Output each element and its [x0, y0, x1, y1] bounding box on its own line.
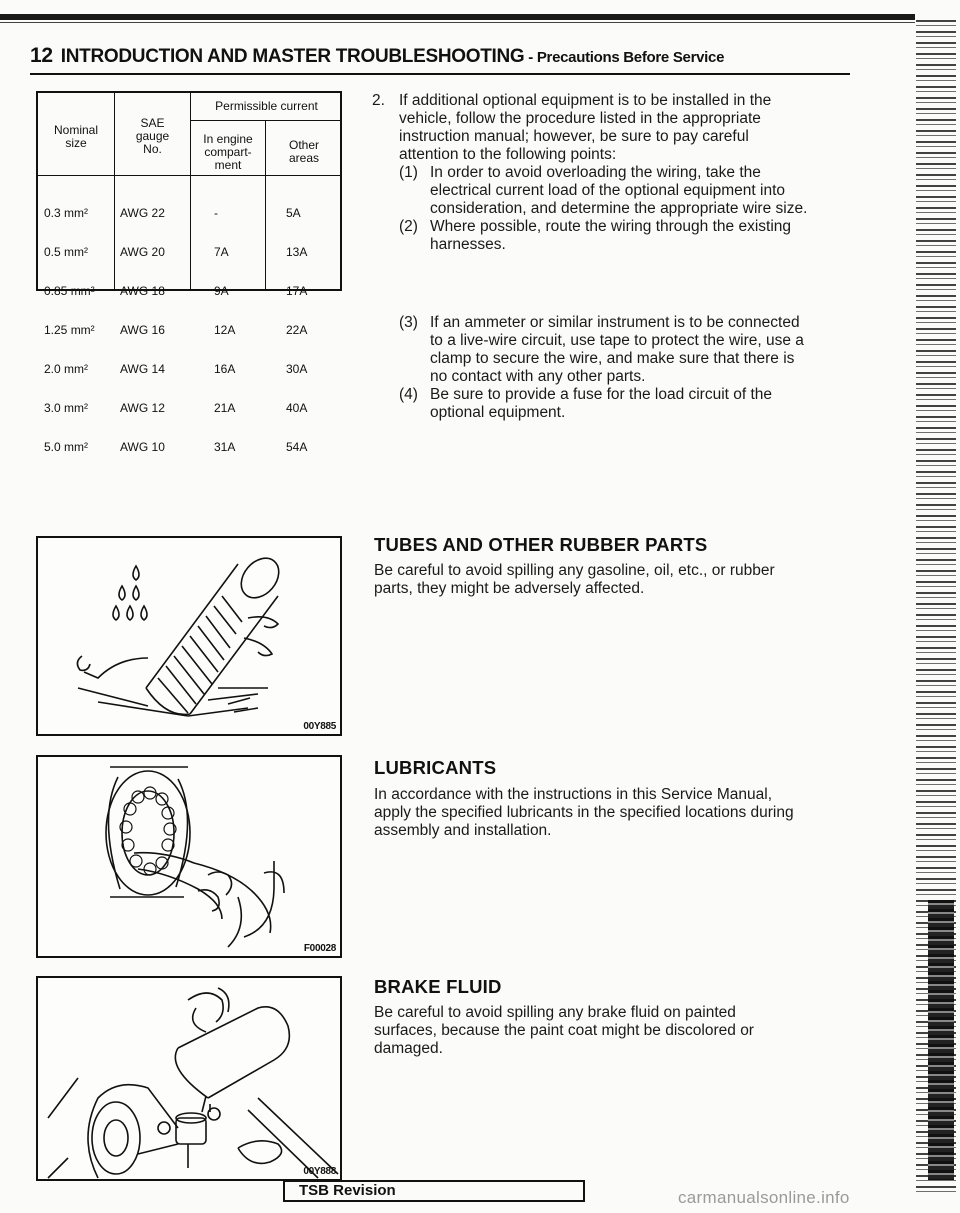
text-line: no contact with any other parts. — [430, 368, 646, 385]
column-awg — [120, 181, 165, 480]
item-number: (2) — [399, 218, 418, 235]
item-number: (1) — [399, 164, 418, 181]
figure-code: 00Y885 — [303, 721, 336, 732]
text-line: Be sure to provide a fuse for the load circuit of the — [430, 386, 773, 403]
table-cell: 22A — [286, 323, 308, 337]
table-divider — [38, 175, 340, 176]
top-bar — [0, 14, 915, 20]
table-cell: 5A — [286, 206, 301, 220]
watermark: carmanualsonline.info — [678, 1188, 850, 1207]
table-cell: 7A — [214, 245, 229, 259]
table-cell: 0.3 mm² — [44, 206, 89, 220]
figure-code: F00028 — [303, 943, 336, 954]
table-cell: AWG 14 — [120, 362, 165, 376]
text-line: attention to the following points: — [399, 146, 617, 163]
tubes-body: Be careful to avoid spilling any gasoline, oil, etc., or rubber parts, they might be adversely affected. — [374, 562, 775, 598]
table-cell: 17A — [286, 284, 308, 298]
brake-fluid-figure — [36, 976, 342, 1181]
item-number: (3) — [399, 314, 418, 331]
text-line: Where possible, route the wiring through the existing — [430, 218, 792, 235]
tubes-heading: TUBES AND OTHER RUBBER PARTS — [374, 534, 708, 555]
header-sae-gauge: SAE gauge No. — [135, 116, 170, 156]
tsb-revision-box: TSB Revision — [283, 1180, 585, 1202]
table-cell: 2.0 mm² — [44, 362, 89, 376]
table-cell: AWG 12 — [120, 401, 165, 415]
text-line: If an ammeter or similar instrument is to be connected — [430, 314, 800, 331]
brake-fluid-heading: BRAKE FLUID — [374, 976, 502, 997]
text-line: to a live-wire circuit, use tape to protect the wire, use a — [430, 332, 804, 349]
table-cell: 9A — [214, 284, 229, 298]
page-title: INTRODUCTION AND MASTER TROUBLESHOOTING — [60, 46, 525, 67]
table-cell: 1.25 mm² — [44, 323, 95, 337]
table-cell: AWG 10 — [120, 440, 165, 454]
table-cell: 13A — [286, 245, 308, 259]
header-nominal-size: Nominal size — [53, 123, 98, 150]
table-cell: AWG 18 — [120, 284, 165, 298]
text-line: electrical current load of the optional equipment into — [430, 182, 785, 199]
text-line: consideration, and determine the appropriate wire size. — [430, 200, 808, 217]
item-number: 2. — [372, 92, 385, 109]
page-subtitle: - Precautions Before Service — [524, 49, 725, 66]
table-cell: - — [214, 206, 218, 220]
header-permissible-current: Permissible current — [215, 99, 318, 113]
header-other-areas: Other areas — [288, 138, 320, 165]
text-line: instruction manual; however, be sure to pay careful — [399, 128, 749, 145]
table-cell: 0.5 mm² — [44, 245, 89, 259]
lubricants-heading: LUBRICANTS — [374, 757, 497, 778]
brake-fluid-body: Be careful to avoid spilling any brake fluid on painted surfaces, because the paint coat might be discolored or damaged. — [374, 1004, 754, 1058]
item-number: (4) — [399, 386, 418, 403]
rubber-tube-illustration — [38, 538, 340, 734]
text-line: In order to avoid overloading the wiring, take the — [430, 164, 761, 181]
column-nominal-size — [44, 181, 95, 480]
text-line: optional equipment. — [430, 404, 566, 421]
table-cell: 31A — [214, 440, 236, 454]
table-cell: 30A — [286, 362, 308, 376]
table-cell: AWG 22 — [120, 206, 165, 220]
table-cell: 16A — [214, 362, 236, 376]
column-other-areas — [286, 181, 307, 480]
table-cell: 3.0 mm² — [44, 401, 89, 415]
scan-edge-artifact — [928, 900, 954, 1180]
top-bar-rule — [0, 22, 915, 23]
brake-fluid-illustration — [38, 978, 340, 1179]
header-in-engine: In engine compart- ment — [203, 132, 253, 172]
wire-gauge-table — [36, 91, 342, 454]
text-line: harnesses. — [430, 236, 506, 253]
lubricants-body: In accordance with the instructions in this Service Manual, apply the specified lubricants in the specified locations during assembly and installation. — [374, 786, 794, 840]
header-rule — [30, 73, 850, 75]
figure-code: 00Y888 — [303, 1166, 336, 1177]
table-divider — [190, 93, 191, 289]
page-number: 12 — [30, 44, 53, 67]
table-cell: AWG 20 — [120, 245, 165, 259]
lubricants-figure — [36, 755, 342, 958]
table-cell: AWG 16 — [120, 323, 165, 337]
table-cell: 40A — [286, 401, 308, 415]
table-cell: 5.0 mm² — [44, 440, 89, 454]
table-cell: 0.85 mm² — [44, 284, 95, 298]
table-cell: 21A — [214, 401, 236, 415]
table-cell: 54A — [286, 440, 308, 454]
table-cell: 12A — [214, 323, 236, 337]
text-line: vehicle, follow the procedure listed in the appropriate — [399, 110, 761, 127]
rubber-parts-figure — [36, 536, 342, 736]
page-header — [30, 44, 724, 68]
column-in-engine — [214, 181, 235, 480]
bearing-illustration — [38, 757, 340, 956]
table-divider — [190, 120, 340, 121]
text-line: clamp to secure the wire, and make sure that there is — [430, 350, 795, 367]
text-line: If additional optional equipment is to be installed in the — [399, 92, 772, 109]
